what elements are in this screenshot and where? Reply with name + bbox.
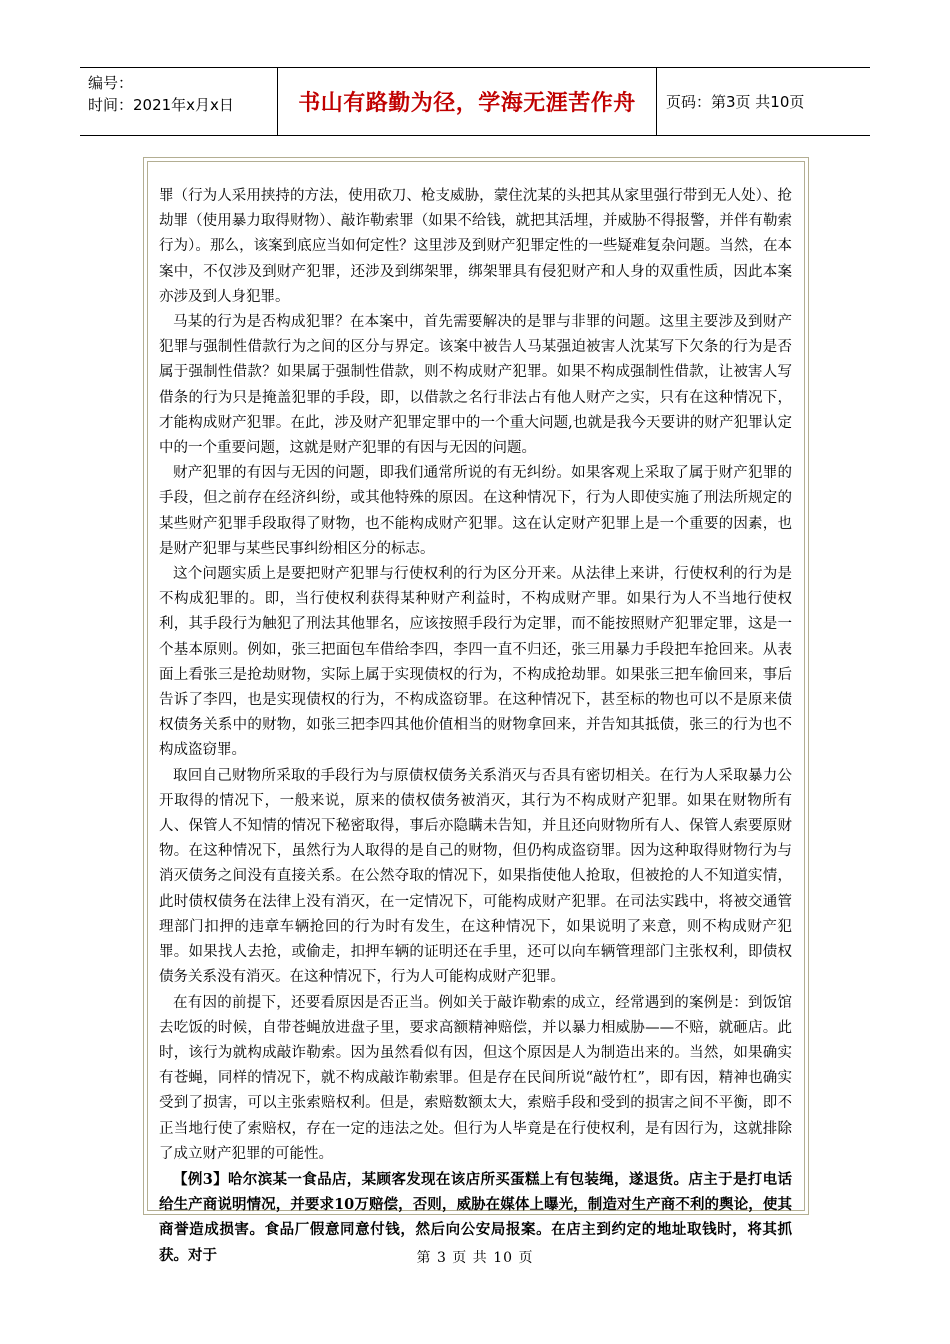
header-page-number: 页码：第3页 共10页 [666,93,805,111]
document-date-label: 时间：2021年x月x日 [88,96,234,114]
document-body [159,184,792,1268]
body-paragraph: 罪（行为人采用挟持的方法，使用砍刀、枪支威胁，蒙住沈某的头把其从家里强行带到无人处）、抢劫罪（使用暴力取得财物）、敲诈勒索罪（如果不给钱，就把其活埋，并威胁不得报警，并伴有勒索行为）。那么，该案到底应当如何定性？这里涉及到财产犯罪定性的一些疑难复杂问题。当然，在本案中，不仅涉及到财产犯罪，还涉及到绑架罪，绑架罪具有侵犯财产和人身的双重性质，因此本案亦涉及到人身犯罪。 [159,188,792,305]
header-divider [656,68,657,135]
body-paragraph: 在有因的前提下，还要看原因是否正当。例如关于敲诈勒索的成立，经常遇到的案例是：到饭馆去吃饭的时候，自带苍蝇放进盘子里，要求高额精神赔偿，并以暴力相威胁——不赔，就砸店。此时，该行为就构成敲诈勒索。因为虽然看似有因，但这个原因是人为制造出来的。当然，如果确实有苍蝇，同样的情况下，就不构成敲诈勒索罪。但是存在民间所说“敲竹杠”，即有因，精神也确实受到了损害，可以主张索赔权利。但是，索赔数额太大，索赔手段和受到的损害之间不平衡，即不正当地行使了索赔权，存在一定的违法之处。但行为人毕竟是在行使权利，是有因行为，这就排除了成立财产犯罪的可能性。 [159,994,792,1162]
document-number-label: 编号： [88,74,134,92]
header-meta [88,72,278,116]
example-paragraph: 【例3】哈尔滨某一食品店，某顾客发现在该店所买蛋糕上有包装绳，遂退货。店主于是打电话给生产商说明情况，并要求10万赔偿，否则，威胁在媒体上曝光，制造对生产商不利的舆论，使其商誉造成损害。食品厂假意同意付钱，然后向公安局报案。在店主到约定的地址取钱时，将其抓获。对于 [159,1170,792,1264]
body-paragraph: 财产犯罪的有因与无因的问题，即我们通常所说的有无纠纷。如果客观上采取了属于财产犯罪的手段，但之前存在经济纠纷，或其他特殊的原因。在这种情况下，行为人即使实施了刑法所规定的某些财产犯罪手段取得了财物，也不能构成财产犯罪。这在认定财产犯罪上是一个重要的因素，也是财产犯罪与某些民事纠纷相区分的标志。 [159,465,792,557]
page-footer: 第 3 页 共 10 页 [416,1250,534,1266]
page-header [80,67,870,136]
body-paragraph: 取回自己财物所采取的手段行为与原债权债务关系消灭与否具有密切相关。在行为人采取暴力公开取得的情况下，一般来说，原来的债权债务被消灭，其行为不构成财产犯罪。如果在财物所有人、保管人不知情的情况下秘密取得，事后亦隐瞒未告知，并且还向财物所有人、保管人索要原财物。在这种情况下，虽然行为人取得的是自己的财物，但仍构成盗窃罪。因为这种取得财物行为与消灭债务之间没有直接关系。在公然夺取的情况下，如果指使他人抢取，但被抢的人不知道实情，此时债权债务在法律上没有消灭，在一定情况下，可能构成财产犯罪。在司法实践中，将被交通管理部门扣押的违章车辆抢回的行为时有发生，在这种情况下，如果说明了来意，则不构成财产犯罪。如果找人去抢，或偷走，扣押车辆的证明还在手里，还可以向车辆管理部门主张权利，即债权债务关系没有消灭。在这种情况下，行为人可能构成财产犯罪。 [159,767,792,986]
header-motto: 书山有路勤为径，学海无涯苦作舟 [298,91,636,116]
body-paragraph: 这个问题实质上是要把财产犯罪与行使权利的行为区分开来。从法律上来讲，行使权利的行为是不构成犯罪的。即，当行使权利获得某种财产利益时，不构成财产罪。如果行为人不当地行使权利，其手段行为触犯了刑法其他罪名，应该按照手段行为定罪，而不能按照财产犯罪定罪，这是一个基本原则。例如，张三把面包车借给李四，李四一直不归还，张三用暴力手段把车抢回来。从表面上看张三是抢劫财物，实际上属于实现债权的行为，不构成抢劫罪。如果张三把车偷回来，事后告诉了李四，也是实现债权的行为，不构成盗窃罪。在这种情况下，甚至标的物也可以不是原来债权债务关系中的财物，如张三把李四其他价值相当的财物拿回来，并告知其抵债，张三的行为也不构成盗窃罪。 [159,566,792,759]
body-paragraph: 马某的行为是否构成犯罪？在本案中，首先需要解决的是罪与非罪的问题。这里主要涉及到财产犯罪与强制性借款行为之间的区分与界定。该案中被告人马某强迫被害人沈某写下欠条的行为是否属于强制性借款？如果属于强制性借款，则不构成财产犯罪。如果不构成强制性借款，让被害人写借条的行为只是掩盖犯罪的手段，即，以借款之名行非法占有他人财产之实，只有在这种情况下，才能构成财产犯罪。在此，涉及财产犯罪定罪中的一个重大问题,也就是我今天要讲的财产犯罪认定中的一个重要问题，这就是财产犯罪的有因与无因的问题。 [159,314,792,457]
